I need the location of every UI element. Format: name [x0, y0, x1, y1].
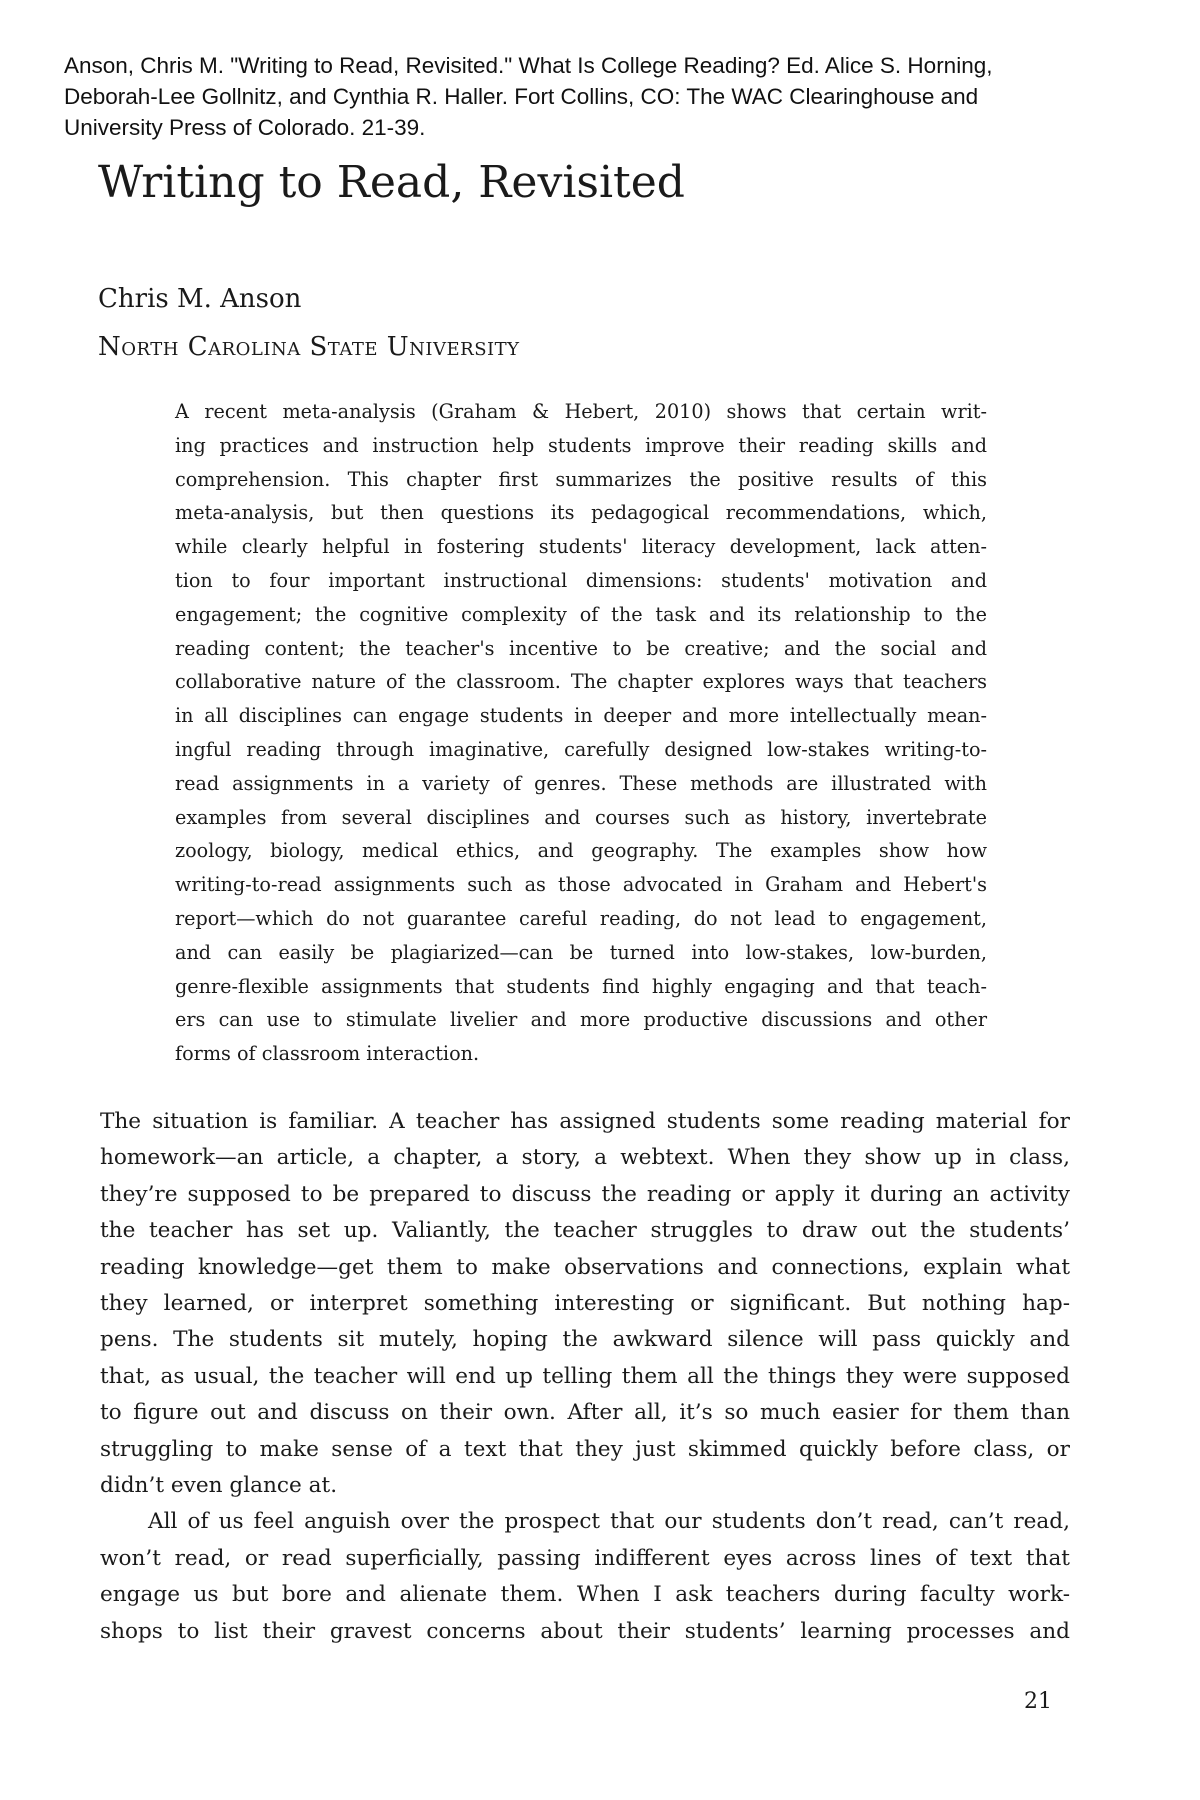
- chapter-title: Writing to Read, Revisited: [98, 157, 685, 208]
- abstract-line: meta-analysis, but then questions its pedagogical recommendations, which,: [175, 501, 987, 525]
- paragraph-2: [100, 1504, 1070, 1650]
- paragraph-line: they’re supposed to be prepared to discuss the reading or apply it during an activity: [100, 1181, 1070, 1207]
- page-number: 21: [1024, 1689, 1052, 1714]
- abstract-line: ers can use to stimulate livelier and more productive discussions and other: [175, 1008, 987, 1032]
- abstract-line: writing-to-read assignments such as those advocated in Graham and Hebert's: [175, 873, 987, 897]
- abstract-line: read assignments in a variety of genres. These methods are illustrated with: [175, 771, 987, 795]
- paragraph-line: they learned, or interpret something interesting or significant. But nothing hap-: [100, 1291, 1070, 1317]
- abstract-line: zoology, biology, medical ethics, and geography. The examples show how: [175, 839, 987, 863]
- paragraph-line: reading knowledge—get them to make observations and connections, explain what: [100, 1254, 1070, 1280]
- abstract-line: and can easily be plagiarized—can be turned into low-stakes, low-burden,: [175, 940, 987, 964]
- paragraph-line: engage us but bore and alienate them. When I ask teachers during faculty work-: [100, 1582, 1070, 1608]
- abstract-line: genre-flexible assignments that students find highly engaging and that teach-: [175, 974, 987, 998]
- abstract-line: collaborative nature of the classroom. The chapter explores ways that teachers: [175, 670, 987, 694]
- author-affiliation: North Carolina State University: [98, 332, 520, 362]
- abstract-line: ingful reading through imaginative, carefully designed low-stakes writing-to-: [175, 737, 987, 761]
- paragraph-line: homework—an article, a chapter, a story, a webtext. When they show up in class,: [100, 1145, 1070, 1171]
- abstract-line: reading content; the teacher's incentive to be creative; and the social and: [175, 636, 987, 660]
- abstract-line: comprehension. This chapter first summarizes the positive results of this: [175, 467, 987, 491]
- abstract-line: engagement; the cognitive complexity of the task and its relationship to the: [175, 602, 987, 626]
- abstract-line: report—which do not guarantee careful reading, do not lead to engagement,: [175, 906, 987, 930]
- paragraph-line: that, as usual, the teacher will end up telling them all the things they were supposed: [100, 1363, 1070, 1389]
- abstract-line: A recent meta-analysis (Graham & Hebert, 2010) shows that certain writ-: [175, 400, 987, 423]
- abstract-line: ing practices and instruction help students improve their reading skills and: [175, 433, 987, 457]
- citation-header: [64, 50, 1144, 143]
- paragraph-line: The situation is familiar. A teacher has assigned students some reading material for: [100, 1109, 1070, 1134]
- citation-line-2: Deborah-Lee Gollnitz, and Cynthia R. Haller. Fort Collins, CO: The WAC Clearinghouse and: [64, 84, 979, 109]
- citation-line-1: Anson, Chris M. "Writing to Read, Revisited." What Is College Reading? Ed. Alice S. Horning,: [64, 53, 993, 78]
- abstract: [175, 395, 987, 1071]
- paragraph-line: pens. The students sit mutely, hoping the awkward silence will pass quickly and: [100, 1327, 1070, 1353]
- author-name: Chris M. Anson: [98, 284, 302, 314]
- paragraph-line: the teacher has set up. Valiantly, the teacher struggles to draw out the students’: [100, 1218, 1070, 1244]
- paragraph-line: All of us feel anguish over the prospect that our students don’t read, can’t read,: [148, 1509, 1070, 1535]
- paragraph-line: won’t read, or read superficially, passing indifferent eyes across lines of text that: [100, 1545, 1070, 1571]
- abstract-line: in all disciplines can engage students in deeper and more intellectually mean-: [175, 704, 987, 728]
- paragraph-line: didn’t even glance at.: [100, 1473, 338, 1499]
- paragraph-1: [100, 1104, 1070, 1504]
- abstract-line: tion to four important instructional dimensions: students' motivation and: [175, 568, 987, 592]
- abstract-line: while clearly helpful in fostering students' literacy development, lack atten-: [175, 535, 987, 559]
- abstract-line: forms of classroom interaction.: [175, 1042, 480, 1066]
- paragraph-line: shops to list their gravest concerns about their students’ learning processes and: [100, 1618, 1070, 1644]
- citation-line-3: University Press of Colorado. 21-39.: [64, 115, 426, 140]
- paragraph-line: to figure out and discuss on their own. After all, it’s so much easier for them than: [100, 1400, 1070, 1426]
- body-text: [100, 1104, 1070, 1650]
- abstract-line: examples from several disciplines and courses such as history, invertebrate: [175, 805, 987, 829]
- paragraph-line: struggling to make sense of a text that they just skimmed quickly before class, or: [100, 1436, 1070, 1462]
